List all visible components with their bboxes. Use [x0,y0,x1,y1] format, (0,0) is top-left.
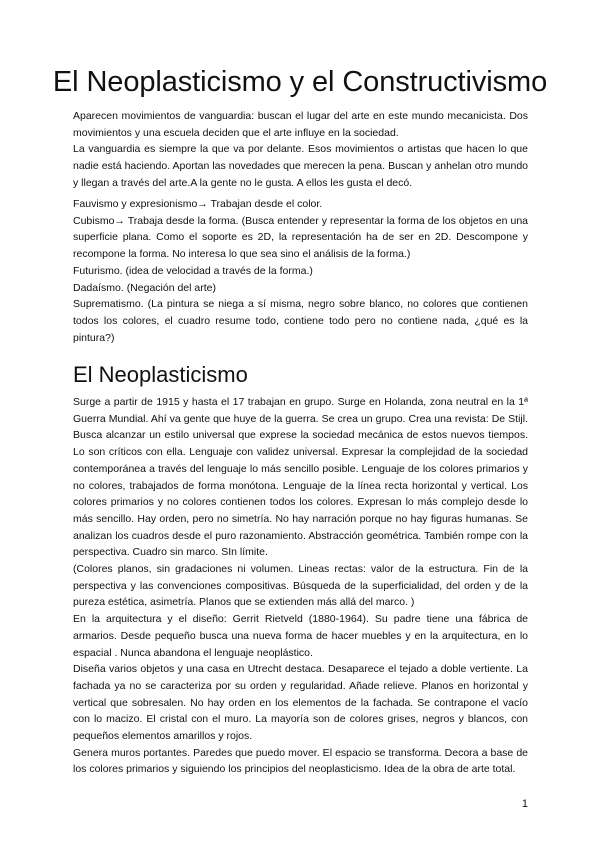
movement-futurismo: Futurismo. (idea de velocidad a través de la forma.) [73,264,313,277]
intro-paragraph: La vanguardia es siempre la que va por delante. Esos movimientos o artistas que hacen lo que nadie está haciendo. Aportan las novedades que merecen la pena. Buscan y anhelan otro mundo y llegan a través del arte.A la gente no le gusta. A ellos les gusta el decó. [73,143,528,189]
section-title: El Neoplasticismo [73,362,248,387]
intro-block [73,108,528,192]
movements-list [73,196,528,346]
page-number: 1 [521,798,528,810]
movement-fauvismo: Fauvismo y expresionismo→ Trabajan desde el color. [73,198,323,210]
movement-suprematismo: Suprematismo. (La pintura se niega a sí misma, negro sobre blanco, no colores que contienen todos los colores, el cuadro resume todo, contiene todo pero no contiene nada, ¿qué es la pintura?) [73,298,528,344]
section-paragraph: Surge a partir de 1915 y hasta el 17 trabajan en grupo. Surge en Holanda, zona neutral en la 1ª Guerra Mundial. Ahí va gente que huye de la guerra. Se crea un grupo. Crea una revista: De Stijl. Busca alcanzar un estilo universal que exprese la sociedad mecánica de estos nuevos tiempos. Lo son críticos con ella. Lenguaje con validez universal. Expresar la complejidad de la sociedad contemporánea a través del lenguaje lo más sencillo posible. Lenguaje de los colores primarios y no colores, trabajados de forma monótona. Lenguaje de la línea recta horizontal y vertical. Los colores primarios y no colores contienen todos los colores. Expresan lo más complejo desde lo más sencillo. Hay orden, pero no simetría. No hay narración porque no hay figuras humanas. Se analizan los cuadros desde el puro razonamiento. Abstracción geométrica. También rompe con la perspectiva. Cuadro sin marco. SIn límite. [73,396,528,559]
section-paragraph: (Colores planos, sin gradaciones ni volumen. Lineas rectas: valor de la estructura. Fin de la perspectiva y las convenciones compositivas. Búsqueda de la superficialidad, del orden y de la pureza estética, asimetría. Planos que se extienden más allá del marco. ) [73,563,528,609]
section-body [73,394,528,778]
movement-cubismo: Cubismo→ Trabaja desde la forma. (Busca entender y representar la forma de los objetos en una superficie plana. Como el soporte es 2D, la representación ha de ser en 2D. Descompone y recompone la forma. No interesa lo que sea sino el análisis de la forma.) [73,214,528,261]
section-paragraph: Diseña varios objetos y una casa en Utrecht destaca. Desaparece el tejado a doble vertiente. La fachada ya no se caracteriza por su orden y regularidad. Añade relieve. Planos en horizontal y vertical que sobresalen. No hay orden en los elementos de la fachada. Se contrapone el vacío con lo macizo. El cristal con el muro. La mayoría son de colores grises, negros y blancos, con pequeños elementos amarillos y rojos. [73,663,528,743]
page-title: El Neoplasticismo y el Constructivismo [52,66,548,98]
intro-paragraph: Aparecen movimientos de vanguardia: buscan el lugar del arte en este mundo mecanicista. Dos movimientos y una escuela deciden que el arte influye en la sociedad. [73,110,528,139]
movement-dadaismo: Dadaísmo. (Negación del arte) [73,281,216,294]
section-paragraph: En la arquitectura y el diseño: Gerrit Rietveld (1880-1964). Su padre tiene una fábrica de armarios. Desde pequeño busca una nueva forma de hacer muebles y en la arquitectura, en lo espacial . Nunca abandona el lenguaje neoplástico. [73,613,528,659]
section-paragraph: Genera muros portantes. Paredes que puedo mover. El espacio se transforma. Decora a base de los colores primarios y siguiendo los principios del neoplasticismo. Idea de la obra de arte total. [73,746,528,776]
